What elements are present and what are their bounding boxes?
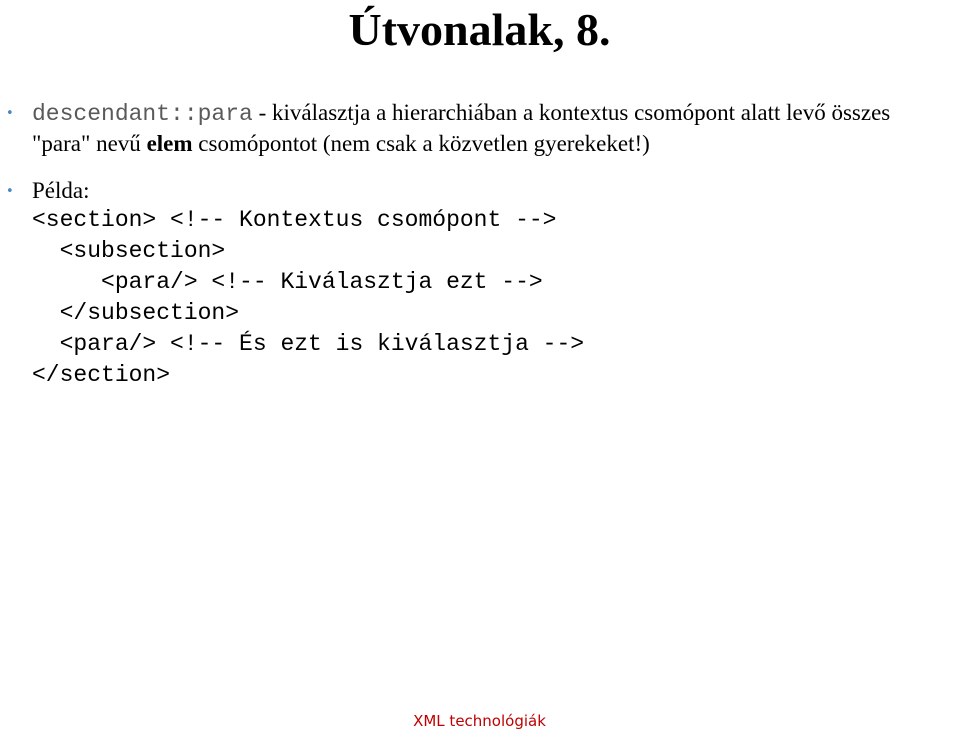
bullet-icon: • — [6, 184, 14, 199]
code-line: </subsection> — [32, 300, 240, 326]
description-text-1: - kiválasztja a hierarchiában a kontextus csomópont alatt levő összes "para" nevű — [32, 100, 891, 156]
bullet-icon: • — [6, 106, 14, 121]
description-text-2: csomópontot (nem csak a közvetlen gyerekeket!) — [192, 131, 650, 156]
code-line: <subsection> — [32, 238, 226, 264]
footer-text: XML technológiák — [413, 712, 546, 730]
code-line: <para/> <!-- Kiválasztja ezt --> — [32, 269, 543, 295]
example-label: Példa: — [32, 178, 90, 203]
code-term: descendant::para — [32, 101, 253, 127]
bullet-descendant-description — [32, 98, 954, 158]
code-line: </section> — [32, 362, 171, 388]
bold-word: elem — [146, 131, 193, 156]
slide-title: Útvonalak, 8. — [348, 4, 611, 55]
code-line: <section> <!-- Kontextus csomópont --> — [32, 207, 557, 233]
code-example — [32, 205, 584, 391]
code-line: <para/> <!-- És ezt is kiválasztja --> — [32, 331, 585, 357]
